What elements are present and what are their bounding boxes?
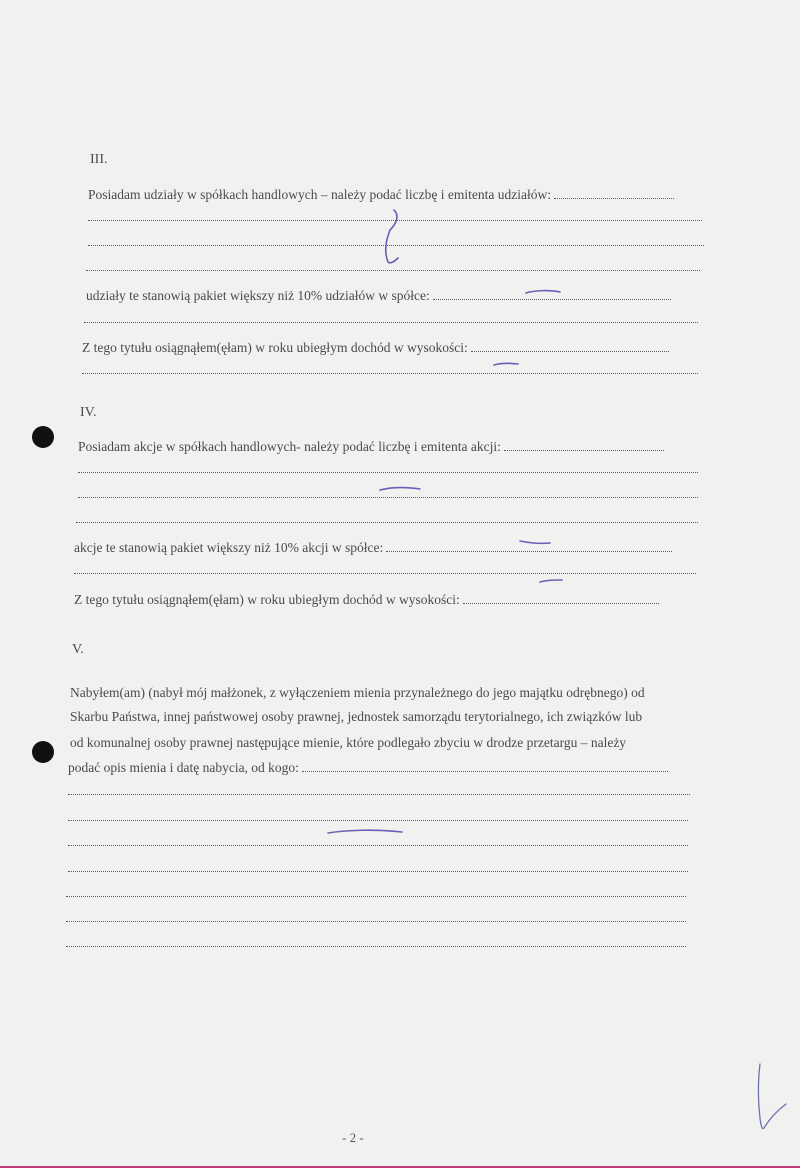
section-3-income-text: Z tego tytułu osiągnąłem(ęłam) w roku ubiegłym dochód w wysokości: xyxy=(82,340,468,355)
section-3-packet-label xyxy=(86,288,671,304)
pen-mark-dash-4-stocks xyxy=(378,484,424,494)
section-5-line-2: Skarbu Państwa, innej państwowej osoby prawnej, jednostek samorządu terytorialnego, ich związków lub xyxy=(70,709,643,724)
section-4-stocks-line-2[interactable] xyxy=(78,497,698,498)
punch-hole-lower xyxy=(32,741,54,763)
section-5-acquisition-line-1[interactable] xyxy=(68,794,690,795)
section-4-packet-label xyxy=(74,540,672,556)
section-3-packet-line-1[interactable] xyxy=(84,322,698,323)
section-5-acquisition-line-3[interactable] xyxy=(68,845,688,846)
section-3-shares-label xyxy=(88,187,674,203)
section-5-line-1: Nabyłem(am) (nabył mój małżonek, z wyłączeniem mienia przynależnego do jego majątku odrębnego) od xyxy=(70,685,645,700)
section-4-income-text: Z tego tytułu osiągnąłem(ęłam) w roku ubiegłym dochód w wysokości: xyxy=(74,592,460,607)
section-3-heading: III. xyxy=(90,152,108,167)
section-4-stocks-line-3[interactable] xyxy=(76,522,698,523)
section-3-income-field[interactable] xyxy=(471,350,669,352)
section-4-packet-field[interactable] xyxy=(386,550,672,552)
pen-mark-vertical-stroke xyxy=(372,202,412,272)
section-4-heading: IV. xyxy=(80,405,97,420)
section-4-packet-text: akcje te stanowią pakiet większy niż 10% akcji w spółce: xyxy=(74,540,384,555)
signature-initials xyxy=(748,1060,798,1140)
section-5-acquisition-line-7[interactable] xyxy=(66,946,686,947)
section-5-acquisition-line-5[interactable] xyxy=(66,896,686,897)
section-3-income-label xyxy=(82,340,669,356)
section-4-income-field[interactable] xyxy=(463,602,659,604)
section-4-income-label xyxy=(74,592,659,608)
section-5-acquisition-field[interactable] xyxy=(302,770,668,772)
section-3-shares-field[interactable] xyxy=(554,197,674,199)
section-5-acquisition-line-2[interactable] xyxy=(68,820,688,821)
section-4-stocks-label xyxy=(78,439,664,455)
punch-hole-upper xyxy=(32,426,54,448)
page-number: - 2 - xyxy=(342,1130,364,1145)
section-5-heading: V. xyxy=(72,642,84,657)
section-3-shares-text: Posiadam udziały w spółkach handlowych – należy podać liczbę i emitenta udziałów: xyxy=(88,187,551,202)
section-5-line-4-text: podać opis mienia i datę nabycia, od kogo: xyxy=(68,760,299,775)
section-4-stocks-field[interactable] xyxy=(504,449,664,451)
section-4-packet-line-1[interactable] xyxy=(74,573,696,574)
pen-mark-dash-3-packet xyxy=(524,287,564,297)
pen-mark-dash-5 xyxy=(326,826,406,838)
section-5-acquisition-line-4[interactable] xyxy=(68,871,688,872)
pen-mark-dash-3-income xyxy=(492,359,522,369)
section-3-packet-text: udziały te stanowią pakiet większy niż 10% udziałów w spółce: xyxy=(86,288,430,303)
pen-mark-dash-4-packet xyxy=(518,537,554,547)
section-4-stocks-line-1[interactable] xyxy=(78,472,698,473)
section-5-acquisition-line-6[interactable] xyxy=(66,921,686,922)
section-5-line-4-label xyxy=(68,760,668,776)
section-5-line-3: od komunalnej osoby prawnej następujące mienie, które podlegało zbyciu w drodze przetargu – należy xyxy=(70,735,627,750)
section-3-income-line-1[interactable] xyxy=(82,373,698,374)
section-3-packet-field[interactable] xyxy=(433,298,671,300)
section-4-stocks-text: Posiadam akcje w spółkach handlowych- należy podać liczbę i emitenta akcji: xyxy=(78,439,501,454)
pen-mark-dash-4-income xyxy=(538,576,566,586)
